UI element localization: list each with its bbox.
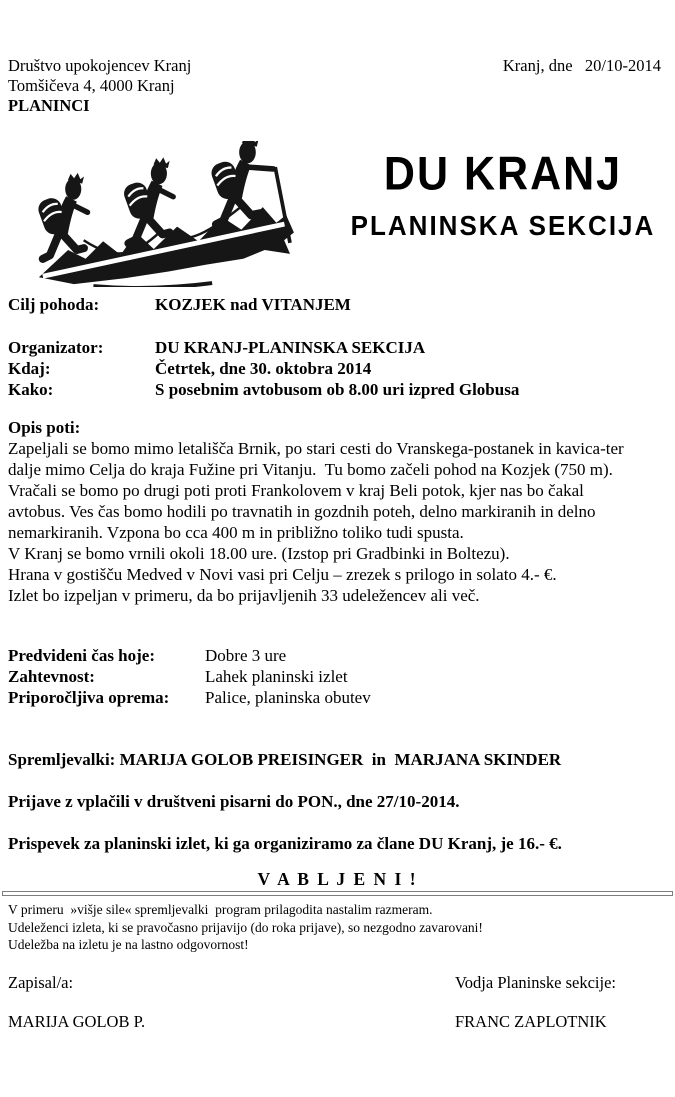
logo-wordmark — [336, 147, 670, 242]
trip-info-section — [8, 645, 665, 708]
info-row-equipment — [8, 687, 665, 708]
org-address: Tomšičeva 4, 4000 Kranj — [8, 76, 175, 95]
route-line: Izlet bo izpeljan v primeru, da bo prijavljenih 33 udeležencev ali več. — [8, 586, 480, 605]
horizontal-rule — [2, 891, 673, 896]
trip-organizer-value: DU KRANJ-PLANINSKA SEKCIJA — [155, 338, 426, 357]
info-row-duration — [8, 645, 665, 666]
registration-line: Prijave z vplačili v društveni pisarni do PON., dne 27/10-2014. — [8, 792, 460, 811]
trip-row-organizer — [8, 337, 665, 358]
fine-print-line: V primeru »višje sile« spremljevalki program prilagodita nastalim razmeram. — [8, 902, 433, 917]
trip-goal-value: KOZJEK nad VITANJEM — [155, 295, 351, 314]
trip-row-goal — [8, 294, 665, 315]
trip-how-value: S posebnim avtobusom ob 8.00 uri izpred Globusa — [155, 380, 520, 399]
org-name: Društvo upokojencev Kranj — [8, 56, 192, 75]
route-heading: Opis poti: — [8, 418, 81, 437]
info-equipment-value: Palice, planinska obutev — [205, 688, 371, 707]
signature-left-role: Zapisal/a: — [8, 973, 74, 992]
route-line: avtobus. Ves čas bomo hodili po travnatih in gozdnih poteh, delno markiranih in delno — [8, 502, 596, 521]
trip-row-when — [8, 358, 665, 379]
info-duration-value: Dobre 3 ure — [205, 646, 287, 665]
info-duration-label: Predvideni čas hoje: — [8, 646, 156, 665]
trip-goal-section — [8, 294, 665, 315]
route-line: nemarkiranih. Vzpona bo cca 400 m in približno toliko tudi spusta. — [8, 523, 464, 542]
fee-line: Prispevek za planinski izlet, ki ga organiziramo za člane DU Kranj, je 16.- €. — [8, 834, 562, 853]
route-line: Hrana v gostišču Medved v Novi vasi pri Celju – zrezek s prilogo in solato 4.- €. — [8, 565, 557, 584]
date-line: Kranj, dne 20/10-2014 — [502, 56, 661, 75]
info-equipment-label: Priporočljiva oprema: — [8, 688, 170, 707]
trip-when-value: Četrtek, dne 30. oktobra 2014 — [155, 359, 372, 378]
info-difficulty-value: Lahek planinski izlet — [205, 667, 348, 686]
trip-goal-label: Cilj pohoda: — [8, 295, 100, 314]
fine-print-section — [8, 901, 669, 954]
guides-line: Spremljevalki: MARIJA GOLOB PREISINGER in MARJANA SKINDER — [8, 750, 562, 769]
signature-right-role: Vodja Planinske sekcije: — [455, 973, 617, 992]
info-row-difficulty — [8, 666, 665, 687]
logo-title: DU KRANJ — [383, 147, 623, 201]
invitation-line: V A B L J E N I ! — [257, 869, 418, 889]
org-section: PLANINCI — [8, 96, 90, 115]
info-difficulty-label: Zahtevnost: — [8, 667, 95, 686]
trip-how-label: Kako: — [8, 380, 54, 399]
trip-organizer-label: Organizator: — [8, 338, 104, 357]
letterhead — [8, 56, 661, 116]
route-line: Zapeljali se bomo mimo letališča Brnik, po stari cesti do Vranskega-postanek in kavica-ter — [8, 439, 624, 458]
signature-left-name: MARIJA GOLOB P. — [8, 1012, 146, 1031]
logo-subtitle: PLANINSKA SEKCIJA — [350, 209, 656, 242]
route-description-section — [8, 417, 669, 606]
signature-right-name: FRANC ZAPLOTNIK — [455, 1012, 607, 1031]
hikers-logo-illustration — [32, 141, 330, 287]
route-line: dalje mimo Celja do kraja Fužine pri Vitanju. Tu bomo začeli pohod na Kozjek (750 m). — [8, 460, 613, 479]
fine-print-line: Udeležba na izletu je na lastno odgovornost! — [8, 937, 249, 952]
trip-row-how — [8, 379, 665, 400]
route-line: Vračali se bomo po drugi poti proti Frankolovem v kraj Beli potok, kjer nas bo čakal — [8, 481, 584, 500]
route-line: V Kranj se bomo vrnili okoli 18.00 ure. (Izstop pri Gradbinki in Boltezu). — [8, 544, 510, 563]
trip-details-section — [8, 337, 665, 400]
org-block — [8, 56, 191, 116]
fine-print-line: Udeleženci izleta, ki se pravočasno prijavijo (do roka prijave), so nezgodno zavarovani! — [8, 919, 483, 935]
hikers-icon — [32, 141, 330, 287]
trip-when-label: Kdaj: — [8, 359, 51, 378]
